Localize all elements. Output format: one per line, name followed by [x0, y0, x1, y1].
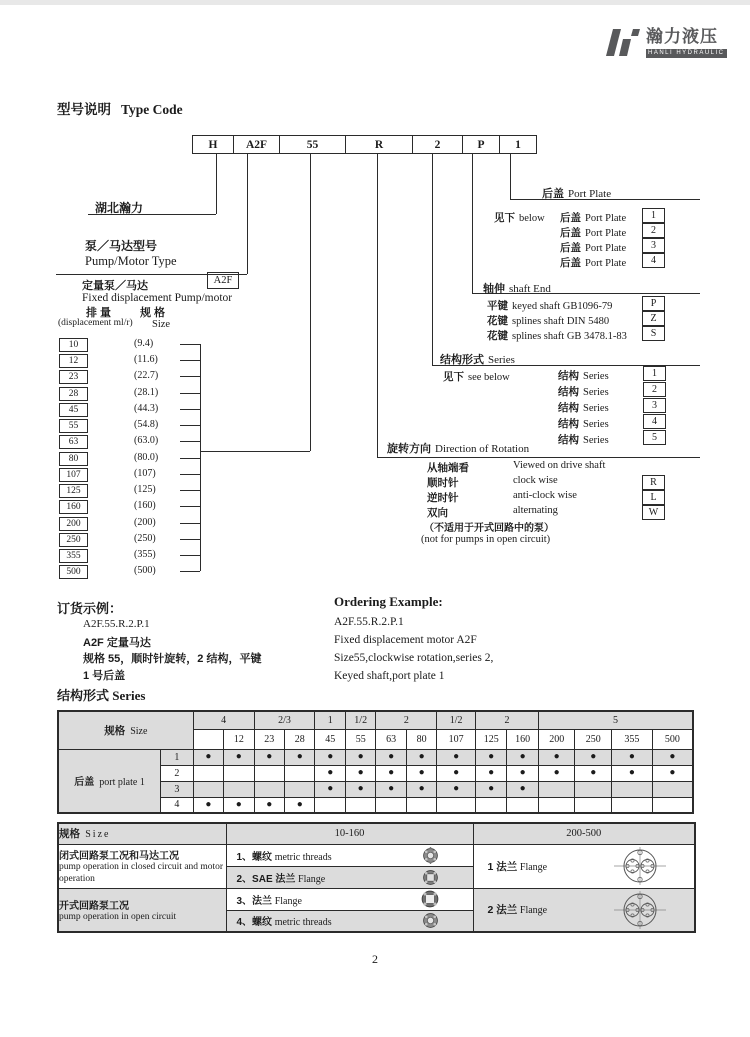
connector-line — [180, 474, 200, 475]
size-col: 28 — [285, 729, 315, 749]
size-code-box: 12 — [59, 354, 88, 368]
displacement-header-en: (displacement ml/r) — [58, 318, 133, 328]
availability-dot: ● — [507, 765, 538, 781]
displacement-value: (54.8) — [134, 419, 159, 430]
rotation-option: 双向 alternating — [427, 505, 558, 519]
availability-dot: ● — [376, 781, 406, 797]
size-col: 23 — [254, 729, 284, 749]
availability-dot: ● — [475, 749, 506, 765]
availability-dot: ● — [224, 797, 254, 813]
page-title-cn: 型号说明 — [57, 102, 111, 117]
availability-dot: ● — [538, 749, 575, 765]
connector-line — [180, 539, 200, 540]
availability-dot: ● — [475, 765, 506, 781]
size-code-box: 160 — [59, 500, 88, 514]
size-col: 160 — [507, 729, 538, 749]
availability-dot: ● — [315, 749, 345, 765]
option-code-box: 3 — [642, 238, 665, 253]
connector-line — [180, 409, 200, 410]
displacement-value: (107) — [134, 468, 156, 479]
displacement-value: (63.0) — [134, 435, 159, 446]
availability-dot — [315, 797, 345, 813]
series-group: 2 — [376, 711, 437, 729]
connector-line — [180, 441, 200, 442]
size-col: 200 — [538, 729, 575, 749]
availability-dot — [224, 781, 254, 797]
series-group: 2/3 — [254, 711, 315, 729]
option-code-box: 1 — [642, 208, 665, 223]
series-group: 1/2 — [345, 711, 375, 729]
page-number: 2 — [372, 952, 378, 966]
fixed-pump-cn: 定量泵／马达 — [82, 280, 148, 292]
ordering-line: A2F.55.R.2.P.1 — [334, 616, 404, 628]
displacement-value: (44.3) — [134, 403, 159, 414]
availability-dot: ● — [193, 797, 223, 813]
row-label: 4 — [161, 797, 194, 813]
rotation-heading: 旋转方向 Direction of Rotation — [387, 443, 530, 455]
displacement-value: (9.4) — [134, 338, 154, 349]
displacement-row — [57, 418, 317, 434]
availability-dot — [507, 797, 538, 813]
connector-line — [180, 490, 200, 491]
connector-line — [180, 458, 200, 459]
company-label: 湖北瀚力 — [95, 201, 144, 215]
shaft-end-option: 花键 splines shaft GB 3478.1-83 — [487, 330, 627, 342]
connector-line — [180, 376, 200, 377]
type-code-segment: A2F — [233, 136, 279, 153]
ports-range-10-160: 10-160 — [226, 823, 473, 844]
displacement-header-cn: 排 量 — [86, 307, 112, 319]
availability-dot: ● — [285, 797, 315, 813]
availability-dot — [254, 765, 284, 781]
port-option-cell: 3、法兰 Flange — [226, 888, 473, 910]
displacement-row — [57, 483, 317, 499]
availability-dot: ● — [507, 749, 538, 765]
availability-dot: ● — [406, 765, 436, 781]
ordering-line: A2F 定量马达 — [83, 637, 151, 649]
availability-dot: ● — [475, 781, 506, 797]
type-code-segment: 2 — [412, 136, 462, 153]
row-label: 1 — [161, 749, 194, 765]
connector-line — [180, 393, 200, 394]
ports-size-header: 规格 Size — [58, 823, 226, 844]
availability-dot: ● — [575, 749, 612, 765]
availability-dot: ● — [254, 797, 284, 813]
port-plate-option: 后盖 Port Plate — [560, 212, 627, 224]
pump-motor-type-en: Pump/Motor Type — [85, 254, 177, 268]
displacement-value: (28.1) — [134, 387, 159, 398]
displacement-value: (22.7) — [134, 370, 159, 381]
type-code-segment: 1 — [499, 136, 536, 153]
displacement-row — [57, 402, 317, 418]
availability-dot: ● — [406, 749, 436, 765]
displacement-row — [57, 386, 317, 402]
connector-line — [180, 344, 200, 345]
size-header-cn: 规 格 — [140, 307, 166, 319]
rotation-note-cn: （不适用于开式回路中的泵） — [424, 523, 554, 534]
displacement-row — [57, 434, 317, 450]
availability-dot: ● — [376, 765, 406, 781]
type-code-row — [192, 135, 537, 154]
series-group: 1/2 — [437, 711, 476, 729]
shaft-end-option: 平键 keyed shaft GB1096-79 — [487, 300, 613, 312]
ports-range-200-500: 200-500 — [473, 823, 695, 844]
displacement-value: (250) — [134, 533, 156, 544]
connector-line — [247, 153, 248, 274]
flange-icon — [614, 890, 666, 930]
option-code-box: 4 — [643, 414, 666, 429]
availability-dot: ● — [437, 781, 476, 797]
availability-dot: ● — [652, 749, 693, 765]
availability-dot — [612, 797, 653, 813]
connector-line — [377, 153, 378, 457]
option-code-box: 2 — [643, 382, 666, 397]
size-code-box: 23 — [59, 370, 88, 384]
thread-icon — [422, 847, 439, 864]
ordering-title-en: Ordering Example: — [334, 594, 443, 609]
availability-dot — [437, 797, 476, 813]
ordering-title-cn: 订货示例： — [57, 601, 123, 616]
rotation-note-en: (not for pumps in open circuit) — [421, 534, 551, 545]
series-option: 结构 Series — [558, 434, 609, 446]
option-code-box: W — [642, 505, 665, 520]
size-col: 80 — [406, 729, 436, 749]
availability-dot: ● — [376, 749, 406, 765]
series-heading: 结构形式 Series — [440, 354, 515, 366]
option-code-box: P — [642, 296, 665, 311]
availability-dot — [612, 781, 653, 797]
size-col: 500 — [652, 729, 693, 749]
shaft-end-heading: 轴伸 shaft End — [483, 283, 551, 295]
displacement-value: (500) — [134, 565, 156, 576]
size-col — [193, 729, 223, 749]
size-code-box: 125 — [59, 484, 88, 498]
ordering-line: Keyed shaft,port plate 1 — [334, 670, 445, 682]
flange-2-cell: 2 法兰 Flange — [473, 888, 695, 932]
series-option: 结构 Series — [558, 418, 609, 430]
port-option-cell: 4、螺纹 metric threads — [226, 910, 473, 932]
displacement-value: (11.6) — [134, 354, 158, 365]
series-group: 4 — [193, 711, 254, 729]
series-group: 2 — [475, 711, 538, 729]
availability-dot: ● — [193, 749, 223, 765]
displacement-row — [57, 516, 317, 532]
connector-line — [180, 571, 200, 572]
availability-dot: ● — [345, 781, 375, 797]
displacement-row — [57, 467, 317, 483]
connector-line — [180, 425, 200, 426]
displacement-value: (160) — [134, 500, 156, 511]
size-code-box: 55 — [59, 419, 88, 433]
displacement-row — [57, 532, 317, 548]
displacement-row — [57, 369, 317, 385]
scan-edge — [0, 0, 750, 5]
displacement-row — [57, 548, 317, 564]
type-code-segment: H — [208, 138, 218, 151]
availability-dot — [652, 797, 693, 813]
size-header-en: Size — [152, 319, 171, 330]
availability-dot: ● — [612, 749, 653, 765]
port-plate-option: 后盖 Port Plate — [560, 227, 627, 239]
displacement-row — [57, 564, 317, 580]
logo-h-icon — [606, 27, 642, 58]
availability-dot — [254, 781, 284, 797]
port-plate-row-header: 后盖 port plate 1 — [58, 749, 161, 813]
size-code-box: 500 — [59, 565, 88, 579]
availability-dot: ● — [345, 765, 375, 781]
rotation-option: 顺时针 clock wise — [427, 475, 558, 489]
option-code-box: 3 — [643, 398, 666, 413]
availability-dot: ● — [254, 749, 284, 765]
availability-dot: ● — [406, 781, 436, 797]
size-code-box: 63 — [59, 435, 88, 449]
availability-dot: ● — [612, 765, 653, 781]
displacement-value: (80.0) — [134, 452, 159, 463]
option-code-box: R — [642, 475, 665, 490]
shaft-end-option: 花键 splines shaft DIN 5480 — [487, 315, 610, 327]
size-header-cell: 规格 Size — [58, 711, 193, 749]
flange-icon — [614, 846, 666, 886]
flange-1-cell: 1 法兰 Flange — [473, 844, 695, 888]
size-col: 45 — [315, 729, 345, 749]
availability-dot — [224, 765, 254, 781]
series-option: 结构 Series — [558, 402, 609, 414]
option-code-box: S — [642, 326, 665, 341]
rotation-option: 逆时针 anti-clock wise — [427, 490, 577, 504]
connector-line — [216, 153, 217, 214]
size-col: 12 — [224, 729, 254, 749]
availability-dot — [652, 781, 693, 797]
option-code-box: 2 — [642, 223, 665, 238]
connector-line — [472, 153, 473, 293]
page-title-en: Type Code — [121, 102, 183, 117]
fixed-pump-code-box: A2F — [207, 272, 239, 289]
port-plate-option: 后盖 Port Plate — [560, 242, 627, 254]
series-table-heading: 结构形式 Series — [57, 688, 146, 703]
ports-table — [57, 822, 696, 933]
availability-dot — [345, 797, 375, 813]
availability-dot: ● — [538, 765, 575, 781]
type-code-segment: P — [462, 136, 499, 153]
availability-dot: ● — [575, 765, 612, 781]
size-code-box: 10 — [59, 338, 88, 352]
series-availability-table — [57, 710, 694, 814]
brand-name-cn: 瀚力液压 — [646, 27, 718, 46]
pump-motor-type-cn: 泵／马达型号 — [85, 239, 158, 253]
size-col: 250 — [575, 729, 612, 749]
port-plate-option: 后盖 Port Plate — [560, 257, 627, 269]
row-label: 2 — [161, 765, 194, 781]
ordering-line: 规格 55，顺时针旋转，2 结构，平键 — [83, 653, 262, 665]
connector-line — [432, 153, 433, 365]
ordering-line: Size55,clockwise rotation,series 2, — [334, 652, 494, 664]
series-option: 结构 Series — [558, 386, 609, 398]
availability-dot — [285, 765, 315, 781]
size-col: 55 — [345, 729, 375, 749]
size-col: 107 — [437, 729, 476, 749]
displacement-row — [57, 353, 317, 369]
connector-line — [180, 555, 200, 556]
availability-dot — [475, 797, 506, 813]
connector-line — [180, 360, 200, 361]
availability-dot: ● — [437, 765, 476, 781]
displacement-row — [57, 451, 317, 467]
availability-dot: ● — [315, 765, 345, 781]
availability-dot — [376, 797, 406, 813]
availability-dot — [575, 781, 612, 797]
availability-dot — [575, 797, 612, 813]
size-code-box: 28 — [59, 387, 88, 401]
ordering-line: Fixed displacement motor A2F — [334, 634, 477, 646]
availability-dot: ● — [507, 781, 538, 797]
availability-dot: ● — [285, 749, 315, 765]
see-below-note: 见下 below — [494, 212, 545, 224]
flange-icon — [422, 869, 439, 886]
closed-circuit-cell: 闭式回路泵工况和马达工况 pump operation in closed circuit and motor operation — [58, 844, 226, 888]
displacement-value: (200) — [134, 517, 156, 528]
availability-dot: ● — [224, 749, 254, 765]
connector-line — [180, 506, 200, 507]
option-code-box: 1 — [643, 366, 666, 381]
availability-dot: ● — [652, 765, 693, 781]
port-option-cell: 1、螺纹 metric threads — [226, 844, 473, 866]
port-option-cell: 2、SAE 法兰 Flange — [226, 866, 473, 888]
displacement-row — [57, 499, 317, 515]
company-logo — [606, 27, 727, 58]
fixed-pump-en: Fixed displacement Pump/motor — [82, 292, 233, 304]
availability-dot: ● — [345, 749, 375, 765]
availability-dot: ● — [437, 749, 476, 765]
availability-dot — [538, 797, 575, 813]
size-col: 125 — [475, 729, 506, 749]
size-code-box: 80 — [59, 452, 88, 466]
series-group: 5 — [538, 711, 693, 729]
section-underline — [377, 457, 700, 458]
type-code-segment: R — [345, 136, 412, 153]
open-circuit-cell: 开式回路泵工况 pump operation in open circuit — [58, 888, 226, 932]
page-title — [57, 98, 183, 118]
type-code-segment: 55 — [279, 136, 345, 153]
series-option: 结构 Series — [558, 370, 609, 382]
port-plate-heading: 后盖 Port Plate — [542, 188, 612, 200]
option-code-box: L — [642, 490, 665, 505]
displacement-row — [57, 337, 317, 353]
availability-dot: ● — [315, 781, 345, 797]
availability-dot — [285, 781, 315, 797]
availability-dot — [193, 781, 223, 797]
option-code-box: 5 — [643, 430, 666, 445]
size-col: 63 — [376, 729, 406, 749]
option-code-box: Z — [642, 311, 665, 326]
size-code-box: 355 — [59, 549, 88, 563]
see-below-note: 见下 see below — [443, 371, 510, 383]
ordering-line: 1 号后盖 — [83, 670, 126, 682]
row-label: 3 — [161, 781, 194, 797]
size-code-box: 45 — [59, 403, 88, 417]
availability-dot — [193, 765, 223, 781]
displacement-value: (355) — [134, 549, 156, 560]
rotation-option: 从轴端看 Viewed on drive shaft — [427, 460, 606, 474]
size-code-box: 107 — [59, 468, 88, 482]
connector-line — [510, 153, 511, 200]
size-code-box: 200 — [59, 517, 88, 531]
displacement-value: (125) — [134, 484, 156, 495]
series-group: 1 — [315, 711, 345, 729]
brand-name-en: HANLI HYDRAULIC — [648, 50, 725, 56]
availability-dot — [538, 781, 575, 797]
connector-line — [180, 523, 200, 524]
option-code-box: 4 — [642, 253, 665, 268]
thread-icon — [422, 912, 439, 929]
flange-icon — [421, 890, 439, 908]
ordering-line: A2F.55.R.2.P.1 — [83, 618, 150, 630]
size-col: 355 — [612, 729, 653, 749]
size-code-box: 250 — [59, 533, 88, 547]
availability-dot — [406, 797, 436, 813]
